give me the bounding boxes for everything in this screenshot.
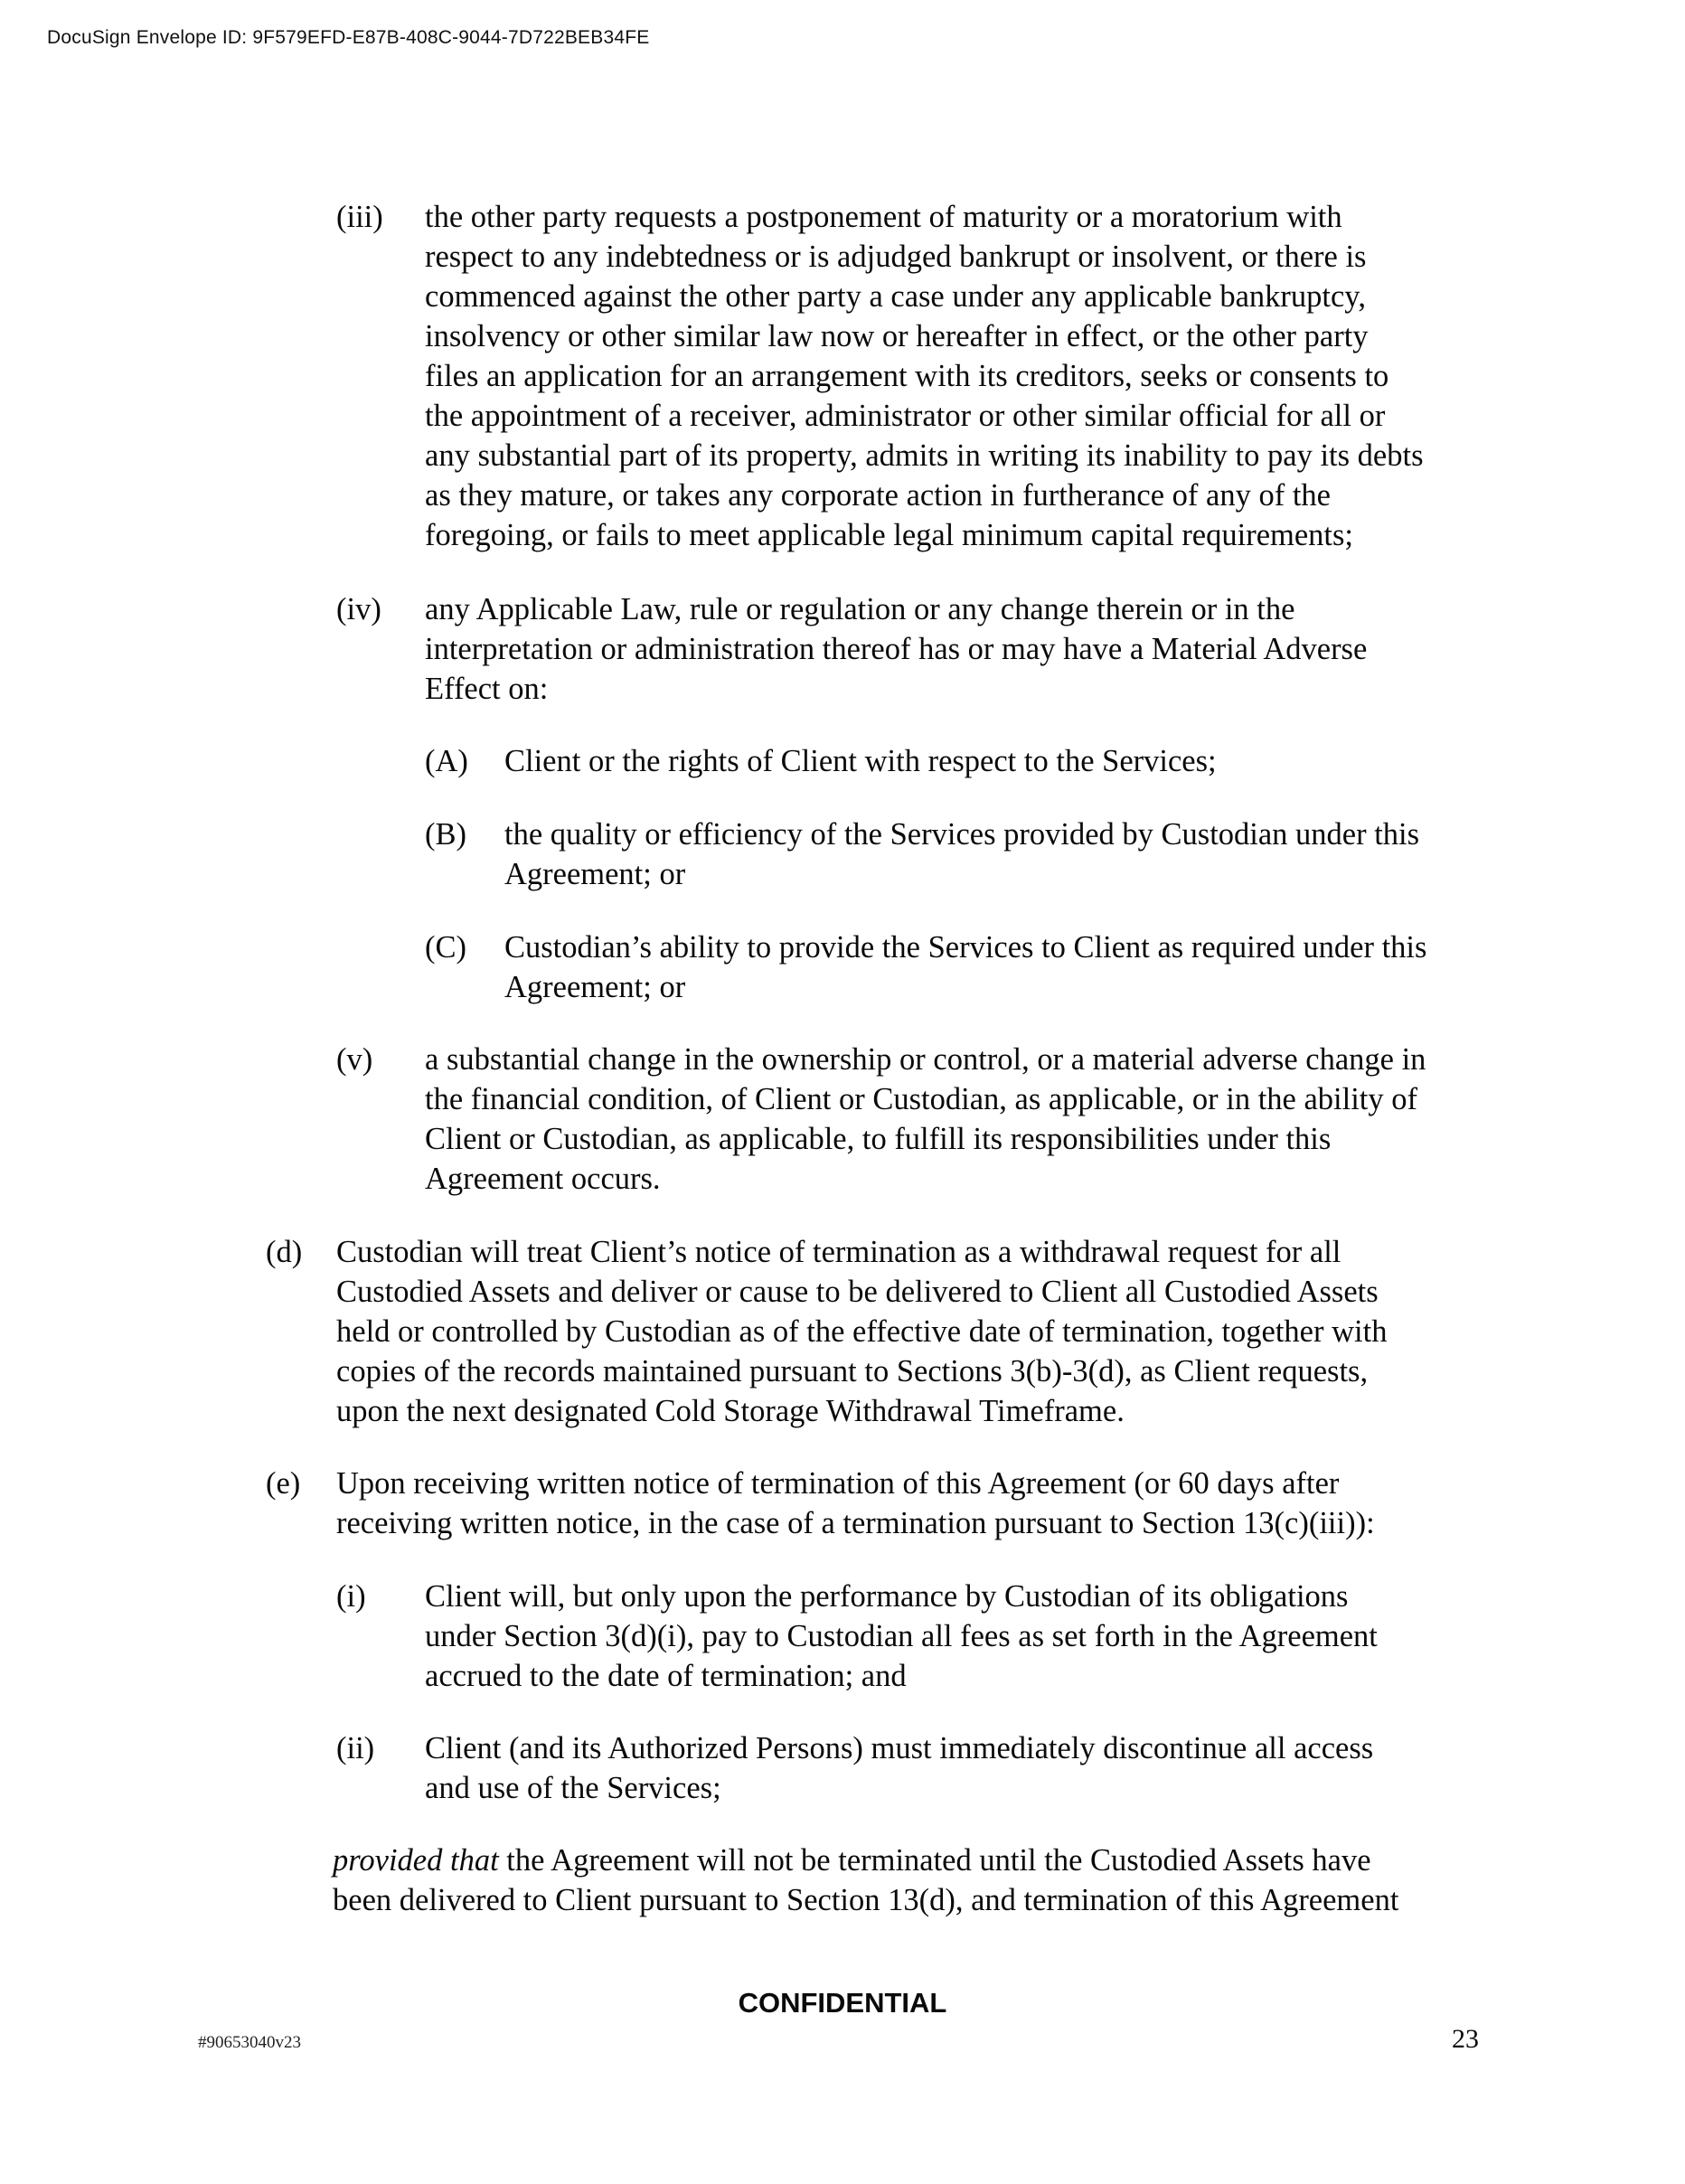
clause-A-label: (A) — [425, 744, 468, 778]
clause-A-text — [504, 741, 1217, 781]
text-line: foregoing, or fails to meet applicable legal minimum capital requirements; — [425, 518, 1353, 552]
text-line: a substantial change in the ownership or control, or a material adverse change in — [425, 1042, 1426, 1077]
clause-e-label: (e) — [266, 1466, 301, 1501]
clause-d-text — [336, 1232, 1387, 1431]
clause-iii-text — [425, 197, 1424, 555]
text-line: Custodian will treat Client’s notice of termination as a withdrawal request for all — [336, 1235, 1341, 1269]
text-line — [333, 1840, 1398, 1880]
text-line: Custodian’s ability to provide the Services to Client as required under this — [504, 930, 1427, 965]
text-line: Client will, but only upon the performance by Custodian of its obligations — [425, 1579, 1349, 1614]
text-line: the financial condition, of Client or Custodian, as applicable, or in the ability of — [425, 1082, 1417, 1116]
document-id: #90653040v23 — [198, 2033, 301, 2052]
clause-d-label: (d) — [266, 1235, 303, 1269]
text-line: any substantial part of its property, admits in writing its inability to pay its debts — [425, 438, 1424, 473]
text-line: Agreement; or — [504, 857, 686, 891]
text-line: respect to any indebtedness or is adjudged bankrupt or insolvent, or there is — [425, 240, 1367, 274]
proviso-paragraph — [333, 1840, 1398, 1920]
text-line: interpretation or administration thereof has or may have a Material Adverse — [425, 632, 1368, 666]
text-line: under Section 3(d)(i), pay to Custodian all fees as set forth in the Agreement — [425, 1619, 1378, 1653]
text-line: Client or Custodian, as applicable, to fulfill its responsibilities under this — [425, 1122, 1332, 1156]
text-line: and use of the Services; — [425, 1771, 721, 1805]
text-line: insolvency or other similar law now or hereafter in effect, or the other party — [425, 319, 1369, 353]
clause-C-text — [504, 927, 1426, 1007]
clause-iv-label: (iv) — [336, 592, 381, 626]
text-line: files an application for an arrangement with its creditors, seeks or consents to — [425, 359, 1389, 393]
clause-B-text — [504, 814, 1419, 894]
text-line: accrued to the date of termination; and — [425, 1659, 907, 1693]
text-line: Custodied Assets and deliver or cause to be delivered to Client all Custodied Assets — [336, 1275, 1379, 1309]
proviso-line1-rest: the Agreement will not be terminated until the Custodied Assets have — [498, 1843, 1371, 1878]
text-line: copies of the records maintained pursuant to Sections 3(b)-3(d), as Client requests, — [336, 1354, 1369, 1389]
clause-iv-text — [425, 589, 1367, 709]
clause-e-ii-label: (ii) — [336, 1731, 375, 1765]
clause-e-i-label: (i) — [336, 1579, 366, 1614]
clause-e-ii-text — [425, 1728, 1373, 1808]
clause-v-text — [425, 1040, 1426, 1199]
text-line: Upon receiving written notice of termination of this Agreement (or 60 days after — [336, 1466, 1340, 1501]
text-line: as they mature, or takes any corporate action in furtherance of any of the — [425, 478, 1331, 513]
proviso-italic-lead: provided that — [333, 1843, 499, 1878]
clause-v-label: (v) — [336, 1042, 373, 1077]
confidential-footer: CONFIDENTIAL — [738, 1987, 947, 2019]
text-line: Agreement occurs. — [425, 1162, 661, 1196]
text-line: Client or the rights of Client with respect to the Services; — [504, 744, 1217, 778]
docusign-envelope-id: DocuSign Envelope ID: 9F579EFD-E87B-408C-9044-7D722BEB34FE — [47, 27, 650, 48]
clause-iii-label: (iii) — [336, 200, 383, 234]
text-line: upon the next designated Cold Storage Withdrawal Timeframe. — [336, 1394, 1125, 1428]
text-line: commenced against the other party a case under any applicable bankruptcy, — [425, 279, 1366, 314]
clause-e-i-text — [425, 1577, 1378, 1696]
text-line: been delivered to Client pursuant to Section 13(d), and termination of this Agreement — [333, 1883, 1399, 1917]
text-line: the quality or efficiency of the Services provided by Custodian under this — [504, 817, 1420, 852]
clause-e-text — [336, 1464, 1375, 1543]
text-line: Agreement; or — [504, 970, 686, 1004]
text-line: Client (and its Authorized Persons) must immediately discontinue all access — [425, 1731, 1374, 1765]
page-number: 23 — [1452, 2024, 1479, 2054]
text-line: held or controlled by Custodian as of the effective date of termination, together with — [336, 1314, 1388, 1349]
text-line: receiving written notice, in the case of a termination pursuant to Section 13(c)(iii)): — [336, 1506, 1375, 1540]
text-line: any Applicable Law, rule or regulation or any change therein or in the — [425, 592, 1295, 626]
text-line: the appointment of a receiver, administrator or other similar official for all or — [425, 399, 1386, 433]
text-line: Effect on: — [425, 672, 549, 706]
clause-B-label: (B) — [425, 817, 466, 852]
text-line: the other party requests a postponement of maturity or a moratorium with — [425, 200, 1342, 234]
clause-C-label: (C) — [425, 930, 466, 965]
